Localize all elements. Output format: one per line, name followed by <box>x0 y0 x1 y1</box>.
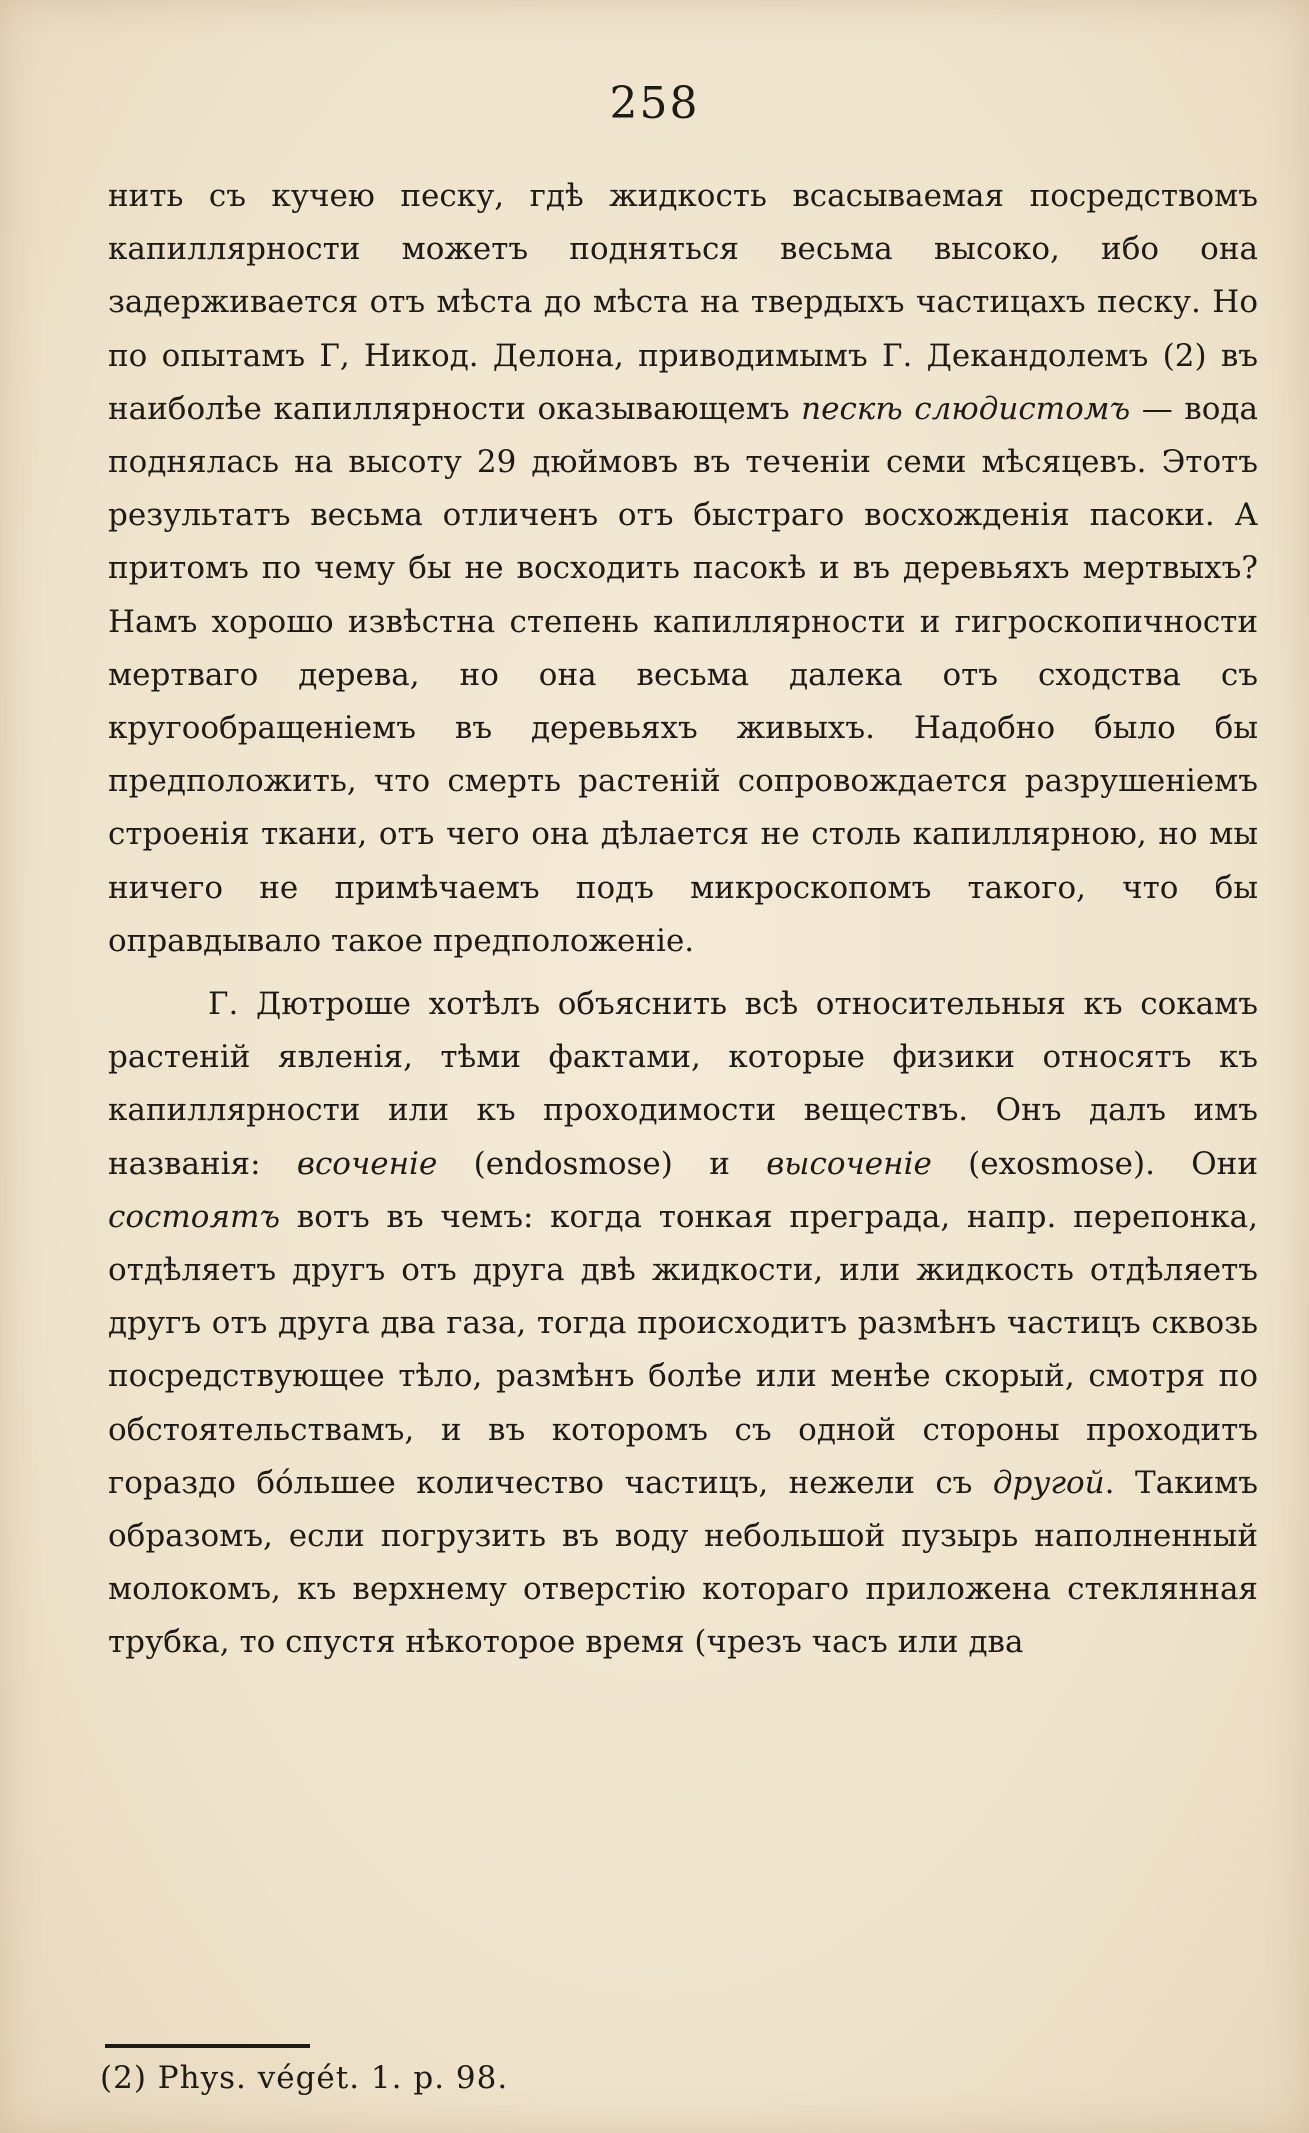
footnote: (2) Phys. végét. 1. p. 98. <box>100 2060 509 2096</box>
page-number: 258 <box>609 78 700 129</box>
text-span: нить съ кучею песку, гдѣ жидкость всасываемая посредствомъ капиллярности можетъ подняться весьма высоко, ибо она задерживается отъ мѣста до мѣста на твердыхъ частицахъ песку. Но по опытамъ Г, Никод. Делона, приводимымъ Г. Декандолемъ (2) въ наиболѣе капиллярности оказывающемъ <box>108 178 1258 427</box>
text-span: Г. Дютроше хотѣлъ объяснить всѣ относительныя къ сокамъ растеній явленія, тѣми фактами, которые физики относятъ къ капиллярности или къ проходимости веществъ. Онъ далъ имъ названія: <box>108 986 1258 1182</box>
footnote-rule <box>105 2044 310 2048</box>
italic-span: пескѣ слюдистомъ <box>801 390 1131 427</box>
paragraph-1 <box>108 170 1258 968</box>
text-span: вотъ въ чемъ: когда тонкая преграда, напр. перепонка, отдѣляетъ другъ отъ друга двѣ жидкости, или жидкость отдѣляетъ другъ отъ друга два газа, тогда происходитъ размѣнъ частицъ сквозь посредствующее тѣло, размѣнъ болѣе или менѣе скорый, смотря по обстоятельствамъ, и въ которомъ съ одной стороны проходитъ гораздо бо́льшее количество частицъ, нежели съ <box>108 1198 1258 1501</box>
text-span: (exosmose). Они <box>931 1145 1259 1182</box>
text-span: — вода поднялась на высоту 29 дюймовъ въ теченіи семи мѣсяцевъ. Этотъ результатъ весьма отличенъ отъ быстраго восхожденія пасоки. А притомъ по чему бы не восходить пасокѣ и въ деревьяхъ мертвыхъ? Намъ хорошо извѣстна степень капиллярности и гигроскопичности мертваго дерева, но она весьма далека отъ сходства съ кругообращеніемъ въ деревьяхъ живыхъ. Надобно было бы предположить, что смерть растеній сопровождается разрушеніемъ строенія ткани, отъ чего она дѣлается не столь капиллярною, но мы ничего не примѣчаемъ подъ микроскопомъ такого, что бы оправдывало такое предположеніе. <box>108 390 1258 959</box>
italic-span: другой <box>992 1464 1105 1501</box>
italic-span: всоченіе <box>296 1145 438 1182</box>
text-span: (endosmose) и <box>437 1145 767 1182</box>
text-span: . Такимъ образомъ, если погрузить въ воду небольшой пузырь наполненный молокомъ, къ верхнему отверстію котораго приложена стеклянная трубка, то спустя нѣкоторое время (чрезъ часъ или два <box>108 1464 1258 1661</box>
italic-span: состоятъ <box>108 1198 281 1235</box>
paragraph-2 <box>108 978 1258 1670</box>
italic-span: высоченіе <box>766 1145 932 1182</box>
body-text <box>108 170 1258 1670</box>
